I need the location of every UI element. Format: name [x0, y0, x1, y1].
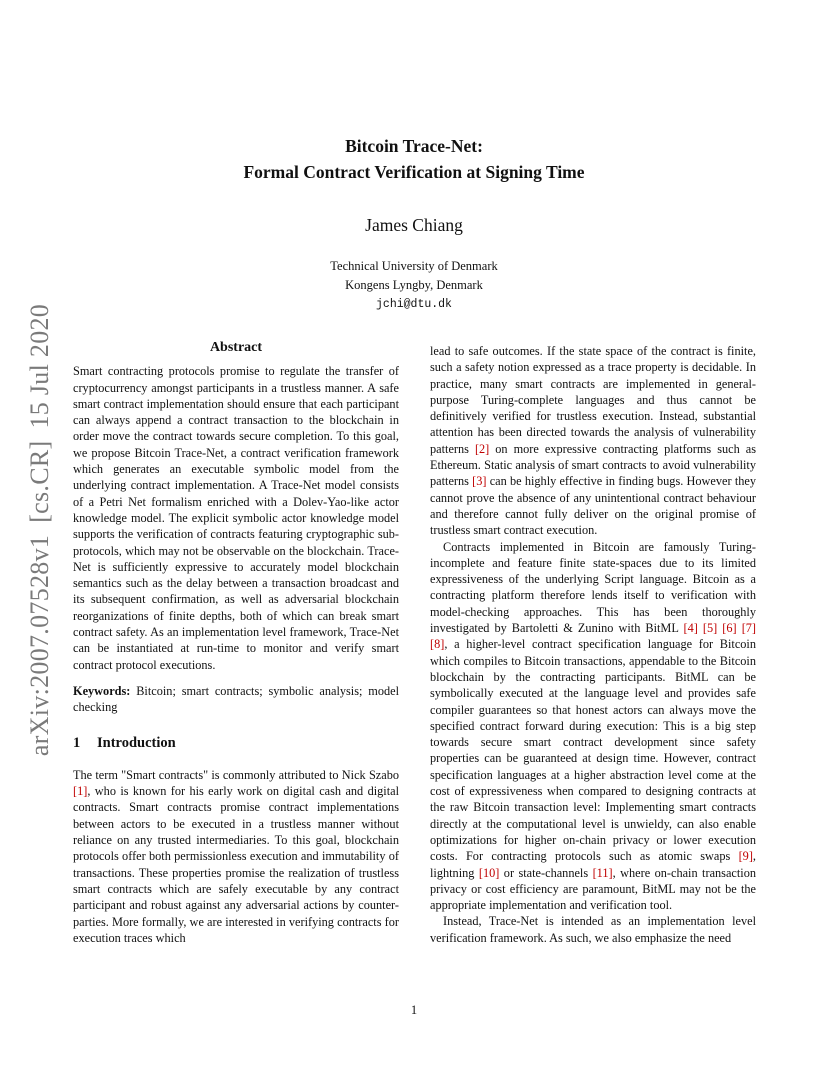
intro-text: , a higher-level contract specification language for Bitcoin which compiles to Bitcoin transactions, appendable to the Bitcoin blockchain by the contracting participants. BitML can be symbolically executed at the language level and provides safe compiler guarantees so that honest actors can always move the specified contract forward during execution: This is a big step towards secure smart contract development since safety properties can be guaranteed at design time. However, contract specification languages at a higher abstraction level come at the cost of expressiveness when compared to designing contracts at the raw Bitcoin transaction level: Implementing smart contracts directly at the computational level is unwieldy, can also enable optimizations for higher on-chain privacy or lower execution costs. For contracting protocols such as atomic swaps — [430, 637, 756, 864]
page-number: 1 — [410, 1003, 418, 1017]
abstract-heading: Abstract — [209, 340, 263, 355]
affiliation — [0, 257, 828, 314]
intro-paragraph-2 — [430, 539, 756, 914]
section-heading — [73, 735, 399, 751]
citation-link[interactable]: [9] — [738, 849, 753, 864]
intro-paragraph-3: Instead, Trace-Net is intended as an implementation level verification framework. As such, we also emphasize the need — [430, 914, 756, 945]
keywords — [73, 683, 399, 716]
citation-link[interactable]: [3] — [472, 474, 487, 489]
citation-link[interactable]: [11] — [592, 865, 613, 880]
citation-link[interactable]: [5] — [702, 621, 718, 636]
intro-paragraph-1 — [73, 767, 399, 946]
citation-link[interactable]: [4] — [683, 621, 698, 636]
paper-title — [0, 133, 828, 185]
citation-link[interactable]: [10] — [478, 865, 500, 880]
citation-link[interactable]: [7] — [741, 621, 757, 636]
citation-link[interactable]: [1] — [73, 784, 88, 799]
intro-text: or state-channels — [499, 865, 593, 880]
left-column — [73, 340, 399, 946]
abstract-text: Smart contracting protocols promise to regulate the transfer of cryptocurrency amongst participants in a trustless manner. A safe smart contract implementation should ensure that each participant can always append a contract transaction to the blockchain in order move the contract towards secure completion. To this goal, we propose Bitcoin Trace-Net, a contract verification framework which generates an executable symbolic model from the underlying contract implementation. A Trace-Net model consists of a Petri Net formalism enriched with a Dolev-Yao-like actor knowledge model. The explicit symbolic actor knowledge model supports the verification of contracts featuring cryptographic sub-protocols, which may not be observable on the blockchain. Trace-Net is sufficiently expressive to accurately model blockchain semantics such as the delay between a transaction broadcast and its subsequent confirmation, as well as adversarial blockchain reorganizations of finite depths, both of which can break smart contract safety. As an implementation level framework, Trace-Net can be instantiated at run-time to monitor and verify smart contract protocol executions. — [73, 364, 399, 672]
citation-link[interactable]: [2] — [474, 441, 490, 456]
section-title: Introduction — [97, 734, 176, 751]
citation-link[interactable]: [8] — [430, 637, 445, 652]
location: Kongens Lyngby, Denmark — [345, 278, 483, 292]
arxiv-date: 15 Jul 2020 — [25, 303, 54, 429]
title-line-2: Formal Contract Verification at Signing Time — [243, 162, 585, 182]
author-name: James Chiang — [365, 215, 463, 235]
intro-text: lead to safe outcomes. If the state space of the contract is finite, such a safety notion expressed as a trace property is decidable. In practice, many smart contracts are implemented in general-purpose Turing-complete languages and thus cannot be definitively verified for trustless execution. Instead, substantial attention has been directed towards the analysis of vulnerability patterns — [430, 344, 756, 456]
arxiv-id: arXiv:2007.07528v1 — [25, 534, 54, 757]
keywords-label: Keywords: — [73, 683, 131, 698]
section-number: 1 — [73, 734, 81, 751]
keywords-text: Bitcoin; smart contracts; symbolic analysis; model checking — [73, 683, 399, 715]
institution: Technical University of Denmark — [330, 259, 498, 273]
intro-paragraph-1-cont — [430, 343, 756, 539]
intro-text: on more expressive contracting platforms such as Ethereum. Static analysis of smart contracts to avoid vulnerability patterns — [430, 441, 756, 489]
intro-text: can be highly effective in finding bugs. However they cannot prove the absence of any unintentional contract behaviour and therefore cannot fully deliver on the original promise of trustless smart contract execution. — [430, 474, 756, 538]
intro-text: , lightning — [430, 849, 756, 880]
intro-text: Contracts implemented in Bitcoin are famously Turing-incomplete and feature finite state-spaces due to its limited expressiveness of the underlying Script language. Bitcoin as a contracting platform therefore lends itself to verification with model-checking approaches. This has been thoroughly investigated by Bartoletti & Zunino with BitML — [430, 539, 756, 636]
intro-text: , where on-chain transaction privacy or cost efficiency are paramount, BitML may not be the appropriate implementation and verification tool. — [430, 865, 757, 913]
arxiv-identifier — [25, 298, 55, 762]
citation-link[interactable]: [6] — [722, 621, 737, 636]
intro-text: The term "Smart contracts" is commonly attributed to Nick Szabo — [73, 767, 399, 782]
right-column — [430, 343, 756, 946]
arxiv-category: [cs.CR] — [25, 440, 54, 523]
title-line-1: Bitcoin Trace-Net: — [345, 136, 483, 156]
author-email: jchi@dtu.dk — [376, 298, 452, 311]
intro-text: , who is known for his early work on digital cash and digital contracts. Smart contracts promise contract implementations between actors to be executed in a trustless manner without reliance on any trusted intermediaries. To this goal, blockchain protocols offer both permissionless execution and immutability of transactions. These properties promise the realization of trustless smart contracts which are safely executable by any contract participant and robust against any adversarial actions by counter-parties. More formally, we are interested in verifying contracts for execution traces which — [73, 784, 399, 945]
